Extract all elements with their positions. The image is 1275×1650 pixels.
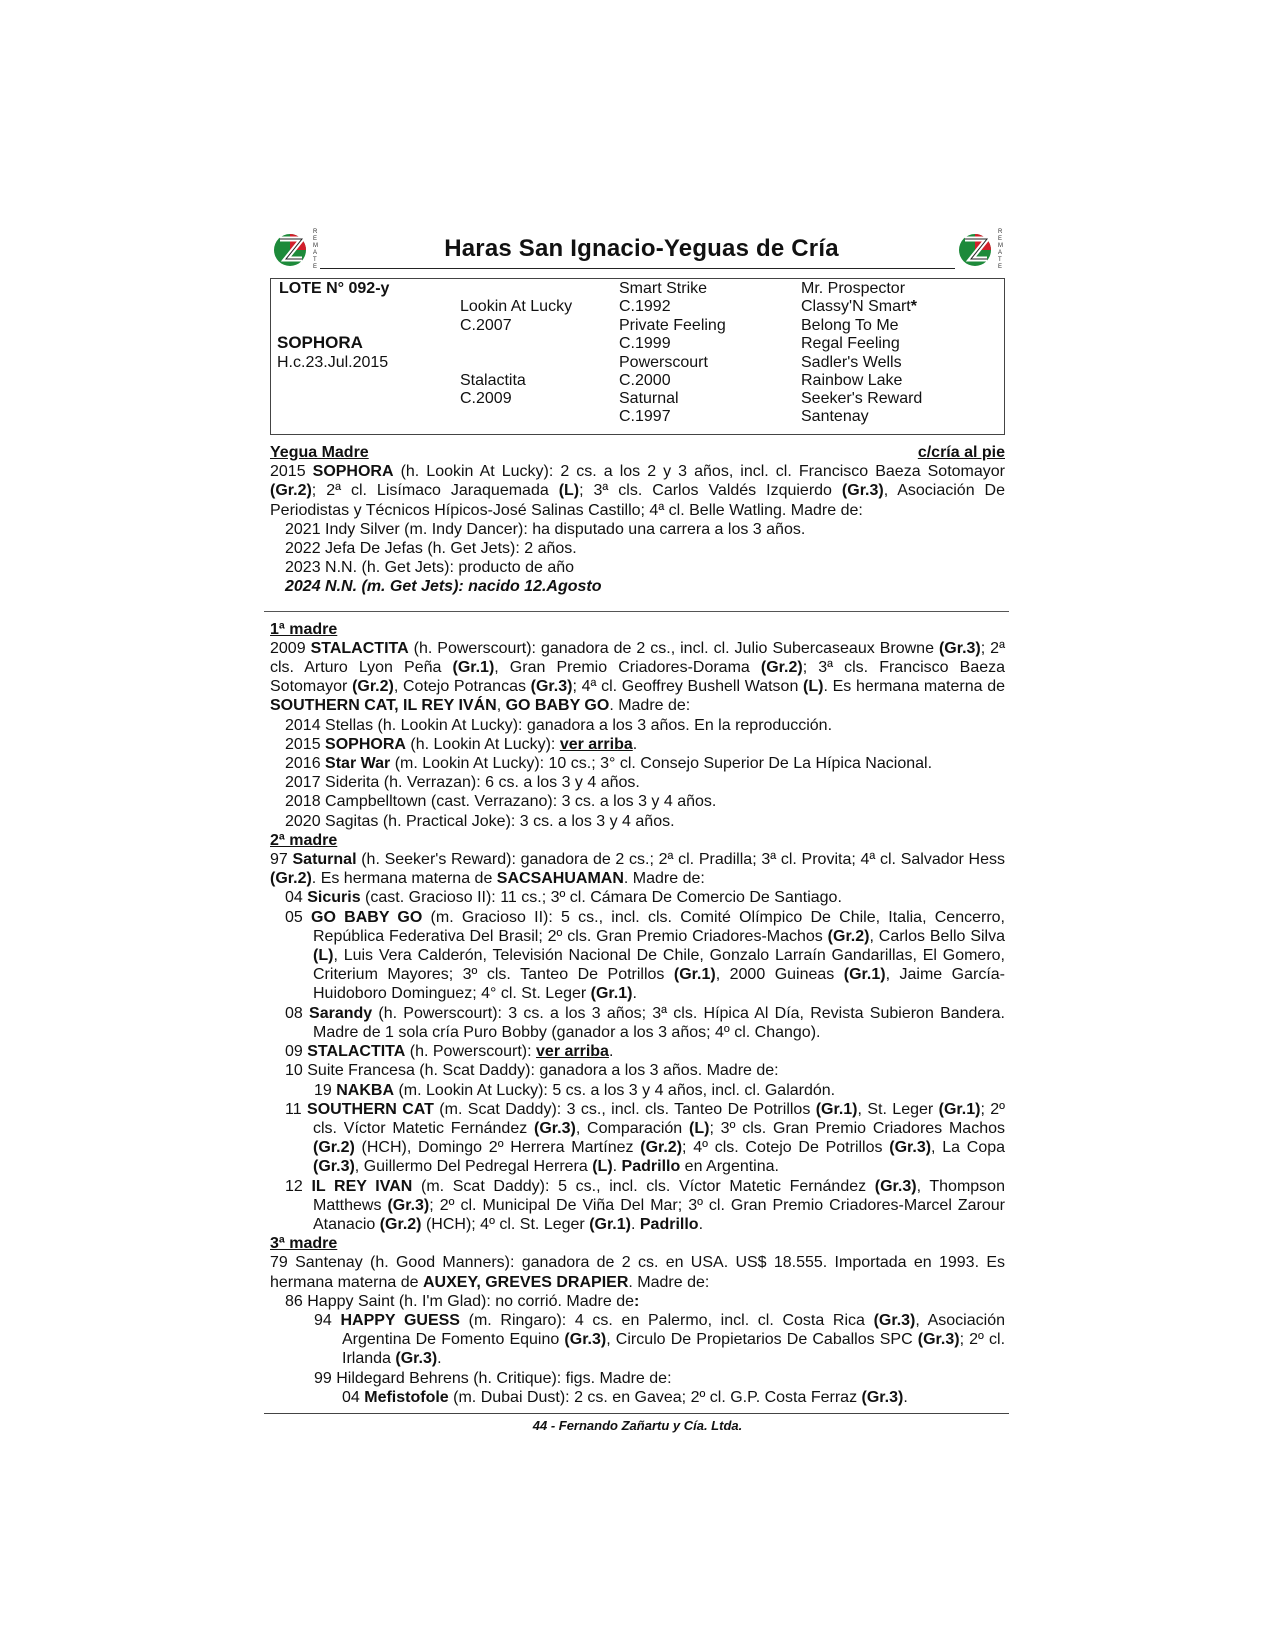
horse-info: H.c.23.Jul.2015	[277, 354, 389, 371]
produce-line: 2018 Campbelltown (cast. Verrazano): 3 cs. a los 3 y 4 años.	[285, 793, 717, 811]
svg-text:R: R	[313, 229, 318, 235]
grandparent: Powerscourt	[619, 354, 708, 371]
grandparent-year: C.1992	[619, 298, 671, 315]
produce-line: 2016 Star War (m. Lookin At Lucky): 10 cs.; 3° cl. Consejo Superior De La Hípica Nacional.	[285, 755, 933, 773]
section-heading: 2ª madre	[270, 831, 338, 849]
produce-line: 2024 N.N. (m. Get Jets): nacido 12.Agosto	[285, 578, 602, 596]
section-yegua-madre	[270, 443, 1005, 597]
svg-text:M: M	[998, 243, 1003, 249]
dam-name: Stalactita	[460, 372, 526, 389]
mare-paragraph: 97 Saturnal (h. Seeker's Reward): ganadora de 2 cs.; 2ª cl. Pradilla; 3ª cl. Provita; 4ª cl. Salvador Hess (Gr.2). Es hermana materna de SACSAHUAMAN. Madre de:	[270, 851, 1005, 888]
produce-line: 11 SOUTHERN CAT (m. Scat Daddy): 3 cs., incl. cls. Tanteo De Potrillos (Gr.1), St. Leger (Gr.1); 2º cls. Víctor Matetic Fernández (Gr.3), Comparación (L); 3º cls. Gran Premio Criadores Machos (Gr.2) (HCH), Domingo 2º Herrera Martínez (Gr.2); 4º cls. Cotejo De Potrillos (Gr.3), La Copa (Gr.3), Guillermo Del Pedregal Herrera (L). Padrillo en Argentina.	[285, 1100, 1006, 1176]
produce-line: 2014 Stellas (h. Lookin At Lucky): ganadora a los 3 años. En la reproducción.	[285, 716, 833, 734]
great-grandparent: Classy'N Smart*	[801, 298, 917, 315]
produce-line: 09 STALACTITA (h. Powerscourt): ver arriba.	[285, 1043, 614, 1061]
section-heading: 1ª madre	[270, 620, 338, 638]
section-heading: Yegua Madre	[270, 444, 369, 461]
produce-line: 99 Hildegard Behrens (h. Critique): figs. Madre de:	[314, 1369, 672, 1387]
svg-text:E: E	[313, 264, 318, 270]
footer-rule	[264, 1413, 1009, 1414]
svg-text:R: R	[998, 229, 1003, 235]
great-grandparent: Sadler's Wells	[801, 354, 902, 371]
page-footer: 44 - Fernando Zañartu y Cía. Ltda.	[532, 1417, 743, 1433]
svg-text:E: E	[998, 236, 1003, 242]
svg-text:T: T	[998, 257, 1002, 263]
produce-line: 08 Sarandy (h. Powerscourt): 3 cs. a los 3 años; 3ª cls. Hípica Al Día, Revista Subieron Bandera. Madre de 1 sola cría Puro Bobby (ganador a los 3 años; 4º cl. Chango).	[285, 1004, 1006, 1041]
produce-line: 2022 Jefa De Jefas (h. Get Jets): 2 años.	[285, 540, 577, 558]
section-madre-3	[270, 1234, 1005, 1407]
section-heading-row	[270, 443, 1005, 462]
catalog-page	[270, 225, 1005, 1433]
mare-paragraph: 2015 SOPHORA (h. Lookin At Lucky): 2 cs. a los 2 y 3 años, incl. cl. Francisco Baeza Sotomayor (Gr.2); 2ª cl. Lisímaco Jaraquemada (L); 3ª cls. Carlos Valdés Izquierdo (Gr.3), Asociación De Periodistas y Técnicos Hípicos-José Salinas Castillo; 4ª cl. Belle Watling. Madre de:	[270, 463, 1006, 519]
produce-line: 2017 Siderita (h. Verrazan): 6 cs. a los 3 y 4 años.	[285, 774, 640, 792]
lot-number: LOTE N° 092-y	[279, 280, 390, 297]
section-madre-2	[270, 831, 1005, 1234]
produce-line: 04 Mefistofole (m. Dubai Dust): 2 cs. en Gavea; 2º cl. G.P. Costa Ferraz (Gr.3).	[342, 1388, 908, 1406]
foal-note: c/cría al pie	[917, 444, 1005, 461]
zl-remates-logo	[272, 225, 322, 271]
see-above-link: ver arriba	[536, 1043, 609, 1061]
produce-line: 05 GO BABY GO (m. Gracioso II): 5 cs., incl. cls. Comité Olímpico De Chile, Italia, Cencerro, República Federativa Del Brasil; 2º cls. Gran Premio Criadores-Machos (Gr.2), Carlos Bello Silva (L), Luis Vera Calderón, Televisión Nacional De Chile, Gonzalo Larraín Gandarillas, El Gomero, Criterium Mayores; 3º cls. Tanteo De Potrillos (Gr.1), 2000 Guineas (Gr.1), Jaime García-Huidoboro Dominguez; 4° cl. St. Leger (Gr.1).	[285, 908, 1006, 1003]
svg-text:M: M	[313, 243, 318, 249]
grandparent: Saturnal	[619, 390, 679, 407]
svg-text:E: E	[998, 264, 1003, 270]
page-header	[270, 225, 1005, 273]
produce-line: 2023 N.N. (h. Get Jets): producto de año	[285, 559, 575, 577]
horse-name: SOPHORA	[277, 333, 363, 352]
pedigree-table	[270, 278, 1005, 435]
produce-line: 86 Happy Saint (h. I'm Glad): no corrió. Madre de:	[285, 1292, 640, 1310]
great-grandparent: Belong To Me	[801, 317, 899, 334]
grandparent-year: C.1997	[619, 408, 671, 425]
great-grandparent: Regal Feeling	[801, 335, 900, 352]
mare-paragraph: 79 Santenay (h. Good Manners): ganadora de 2 cs. en USA. US$ 18.555. Importada en 1993. Es hermana materna de AUXEY, GREVES DRAPIER. Madre de:	[270, 1254, 1005, 1291]
grandparent-year: C.1999	[619, 335, 671, 352]
produce-line: 2015 SOPHORA (h. Lookin At Lucky): ver arriba.	[285, 735, 638, 753]
asterisk-mark: *	[910, 298, 917, 315]
great-grandparent: Santenay	[801, 408, 869, 425]
svg-text:E: E	[313, 236, 318, 242]
page-title: Haras San Ignacio-Yeguas de Cría	[444, 235, 839, 262]
great-grandparent: Seeker's Reward	[801, 390, 923, 407]
great-grandparent: Mr. Prospector	[801, 280, 906, 297]
produce-line: 04 Sicuris (cast. Gracioso II): 11 cs.; 3º cl. Cámara De Comercio De Santiago.	[285, 889, 842, 907]
title-rule	[320, 268, 955, 269]
grandparent: Private Feeling	[619, 317, 726, 334]
produce-line: 94 HAPPY GUESS (m. Ringaro): 4 cs. en Palermo, incl. cl. Costa Rica (Gr.3), Asociación Argentina De Fomento Equino (Gr.3), Circulo De Propietarios De Caballos SPC (Gr.3); 2º cl. Irlanda (Gr.3).	[314, 1311, 1006, 1368]
svg-text:A: A	[998, 250, 1003, 256]
see-above-link: ver arriba	[559, 735, 633, 753]
grandparent-year: C.2000	[619, 372, 671, 389]
zl-remates-logo	[957, 225, 1007, 271]
produce-line: 10 Suite Francesa (h. Scat Daddy): ganadora a los 3 años. Madre de:	[285, 1062, 779, 1080]
produce-line: 2020 Sagitas (h. Practical Joke): 3 cs. a los 3 y 4 años.	[285, 812, 675, 830]
dam-year: C.2009	[460, 390, 512, 407]
mare-paragraph: 2009 STALACTITA (h. Powerscourt): ganadora de 2 cs., incl. cl. Julio Subercaseaux Browne (Gr.3); 2ª cls. Arturo Lyon Peña (Gr.1), Gran Premio Criadores-Dorama (Gr.2); 3ª cls. Francisco Baeza Sotomayor (Gr.2), Cotejo Potrancas (Gr.3); 4ª cl. Geoffrey Bushell Watson (L). Es hermana materna de SOUTHERN CAT, IL REY IVÁN, GO BABY GO. Madre de:	[270, 639, 1006, 715]
produce-line: 12 IL REY IVAN (m. Scat Daddy): 5 cs., incl. cls. Víctor Matetic Fernández (Gr.3), Thompson Matthews (Gr.3); 2º cl. Municipal De Viña Del Mar; 3º cl. Gran Premio Criadores-Marcel Zarour Atanacio (Gr.2) (HCH); 4º cl. St. Leger (Gr.1). Padrillo.	[285, 1177, 1005, 1233]
svg-text:T: T	[313, 257, 317, 263]
produce-line: 19 NAKBA (m. Lookin At Lucky): 5 cs. a los 3 y 4 años, incl. cl. Galardón.	[314, 1081, 836, 1099]
grandparent: Smart Strike	[619, 280, 708, 297]
section-divider	[264, 611, 1009, 612]
great-grandparent: Rainbow Lake	[801, 372, 903, 389]
section-madre-1	[270, 620, 1005, 831]
produce-line: 2021 Indy Silver (m. Indy Dancer): ha disputado una carrera a los 3 años.	[285, 520, 806, 538]
sire-name: Lookin At Lucky	[460, 298, 573, 315]
section-heading: 3ª madre	[270, 1235, 338, 1253]
sire-year: C.2007	[460, 317, 512, 334]
svg-text:A: A	[313, 250, 318, 256]
